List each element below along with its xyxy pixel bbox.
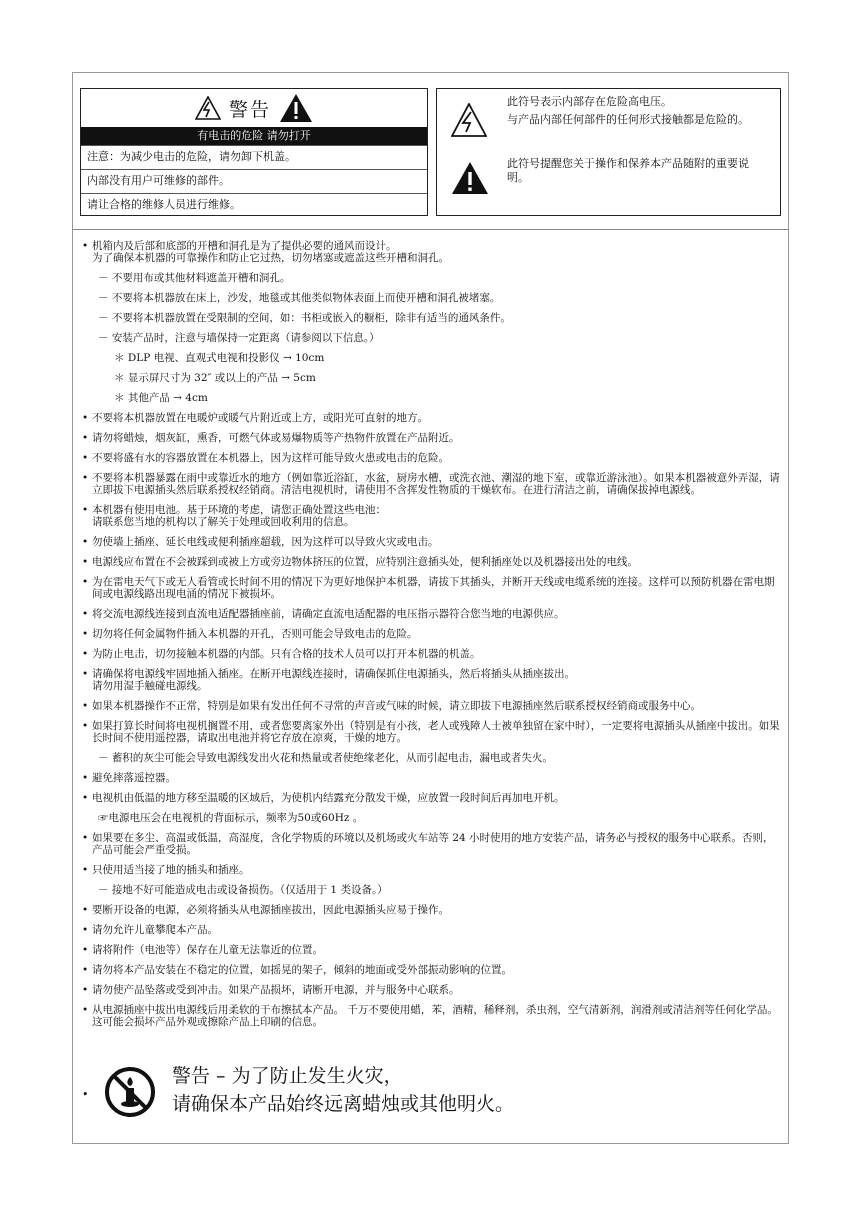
list-item: • 如果要在多尘、高温或低温，高湿度，含化学物质的环境以及机场或火车站等 24 小时使用的地方安装产品，请务必与授权的服务中心联系。否则，产品可能会严重受损。 <box>82 832 782 856</box>
list-item <box>82 668 782 692</box>
warning-line-2: 内部没有用户可维修的部件。 <box>81 169 427 193</box>
symbol-text-instructions: 此符号提醒您关于操作和保养本产品随附的重要说明。 <box>507 157 749 184</box>
item-text: 电源电压会在电视机的背面标示，频率为50或60Hz 。 <box>108 812 364 824</box>
list-item: • 请勿将本产品安装在不稳定的位置，如摇晃的架子，倾斜的地面或受外部振动影响的位置。 <box>82 964 782 976</box>
exclamation-icon <box>279 93 313 123</box>
item-text: • 请确保将电源线牢固地插入插座。在断开电源线连接时，请确保抓住电源插头，然后将插头从插座拔出。 <box>92 668 575 680</box>
item-text: 请联系您当地的机构以了解关于处理或回收利用的信息。 <box>92 516 355 528</box>
section-divider <box>72 229 789 230</box>
list-item: • 避免摔落遥控器。 <box>82 772 782 784</box>
list-item: • 不要将盛有水的容器放置在本机器上，因为这样可能导致火患或电击的危险。 <box>82 452 782 464</box>
symbol-text-voltage: 此符号表示内部存在危险高电压。 <box>507 95 672 108</box>
item-text: 为了确保本机器的可靠操作和防止它过热，切勿堵塞或遮盖这些开槽和洞孔。 <box>92 252 449 264</box>
list-item: • 只使用适当接了地的插头和插座。 <box>82 864 782 876</box>
list-item: • 请勿允许儿童攀爬本产品。 <box>82 924 782 936</box>
symbol-box <box>436 88 781 216</box>
list-item: • 电视机由低温的地方移至温暖的区域后，为使机内结露充分散发干燥，应放置一段时间后再加电开机。 <box>82 792 782 804</box>
high-voltage-icon <box>195 96 221 120</box>
list-subitem: ＊ 显示屏尺寸为 32″ 或以上的产品 → 5cm <box>114 372 316 384</box>
item-text: 请勿用湿手触碰电源线。 <box>92 680 208 692</box>
list-subitem: － 不要用布或其他材料遮盖开槽和洞孔。 <box>98 272 291 284</box>
list-item: • 为防止电击，切勿接触本机器的内部。只有合格的技术人员可以打开本机器的机盖。 <box>82 648 782 660</box>
list-subitem: ＊ DLP 电视、直观式电视和投影仪 → 10cm <box>114 352 325 364</box>
list-item: • 不要将本机器放置在电暖炉或暖气片附近或上方，或阳光可直射的地方。 <box>82 412 782 424</box>
item-text: • 机箱内及后部和底部的开槽和洞孔是为了提供必要的通风而设计。 <box>92 240 397 252</box>
list-subitem: ＊ 其他产品 → 4cm <box>114 392 208 404</box>
list-item: • 电源线应布置在不会被踩到或被上方或旁边物体挤压的位置，应特别注意插头处，便利插座处以及机器接出处的电线。 <box>82 556 782 568</box>
fire-warning-line-1: 警告 – 为了防止发生火灾， <box>172 1065 403 1087</box>
warning-box <box>80 88 428 216</box>
list-item: • 为在雷电天气下或无人看管或长时间不用的情况下为更好地保护本机器，请拔下其插头，并断开天线或电缆系统的连接。这样可以预防机器在雷电期间或电源线路出现电涌的情况下被损坏。 <box>82 576 782 600</box>
warning-line-1: 注意：为减少电击的危险，请勿卸下机盖。 <box>81 145 427 169</box>
list-item: • 切勿将任何金属物件插入本机器的开孔，否则可能会导致电击的危险。 <box>82 628 782 640</box>
list-subitem <box>82 812 782 824</box>
symbol-text-contact: 与产品内部任何部件的任何形式接触都是危险的。 <box>507 113 749 126</box>
fire-warning-text <box>172 1062 514 1118</box>
list-item: • 请勿将蜡烛，烟灰缸，熏香，可燃气体或易爆物质等产热物件放置在产品附近。 <box>82 432 782 444</box>
warning-title <box>81 89 427 127</box>
list-item: • 将交流电源线连接到直流电适配器插座前，请确定直流电适配器的电压指示器符合您当地的电源供应。 <box>82 608 782 620</box>
list-item: • 如果本机器操作不正常，特别是如果有发出任何不寻常的声音或气味的时候，请立即拔下电源插座然后联系授权经销商或服务中心。 <box>82 700 782 712</box>
list-item: • 请将附件（电池等）保存在儿童无法靠近的位置。 <box>82 944 782 956</box>
list-item <box>82 504 782 528</box>
fire-warning-line-2: 请确保本产品始终远离蜡烛或其他明火。 <box>172 1093 515 1115</box>
warning-line-3: 请让合格的维修人员进行维修。 <box>81 193 427 217</box>
pointing-hand-icon: ☞ <box>98 812 109 824</box>
list-item: • 如果打算长时间将电视机搁置不用，或者您要离家外出（特别是有小孩，老人或残障人士被单独留在家中时），一定要将电源插头从插座中拔出。如果长时间不使用遥控器，请取出电池并将它存放在凉爽，干燥的地方。 <box>82 720 782 744</box>
list-item: • 要断开设备的电源，必须将插头从电源插座拔出，因此电源插头应易于操作。 <box>82 904 782 916</box>
warning-title-text: 警告 <box>228 98 271 121</box>
list-subitem: － 安装产品时，注意与墙保持一定距离（请参阅以下信息。） <box>98 332 380 344</box>
high-voltage-icon <box>451 103 487 137</box>
safety-list <box>82 240 782 1036</box>
fire-bullet: • <box>82 1088 89 1101</box>
list-subitem: － 不要将本机器放置在受限制的空间，如：书柜或嵌入的橱柜，除非有适当的通风条件。 <box>98 312 511 324</box>
list-subitem: － 不要将本机器放在床上，沙发，地毯或其他类似物体表面上而使开槽和洞孔被堵塞。 <box>98 292 501 304</box>
list-item: • 不要将本机器暴露在雨中或靠近水的地方（例如靠近浴缸，水盆，厨房水槽，或洗衣池、潮湿的地下室，或靠近游泳池）。如果本机器被意外弄湿，请立即拔下电源插头然后联系授权经销商。清洁电视机时，请使用不含挥发性物质的干燥软布。在进行清洁之前，请确保拔掉电源线。 <box>82 472 782 496</box>
no-candle-icon <box>104 1066 156 1118</box>
list-subitem: － 蓄积的灰尘可能会导致电源线发出火花和热量或者使绝缘老化，从而引起电击，漏电或者失火。 <box>98 752 553 764</box>
list-item: • 请勿使产品坠落或受到冲击。如果产品损坏，请断开电源，并与服务中心联系。 <box>82 984 782 996</box>
list-item: • 从电源插座中拔出电源线后用柔软的干布擦拭本产品。 千万不要使用蜡，苯，酒精，稀释剂，杀虫剂，空气清新剂，润滑剂或清洁剂等任何化学品。 这可能会损坏产品外观或擦除产品上印刷的信息。 <box>82 1004 782 1028</box>
list-item <box>82 240 782 264</box>
exclamation-icon <box>451 161 489 195</box>
list-subitem: － 接地不好可能造成电击或设备损伤。（仅适用于 1 类设备。） <box>98 884 388 896</box>
item-text: • 本机器有使用电池。基于环境的考虑，请您正确处置这些电池： <box>92 504 386 516</box>
list-item: • 勿使墙上插座、延长电线或便利插座超载，因为这样可以导致火灾或电击。 <box>82 536 782 548</box>
warning-bar: 有电击的危险 请勿打开 <box>81 127 427 145</box>
fire-warning <box>82 1060 782 1130</box>
